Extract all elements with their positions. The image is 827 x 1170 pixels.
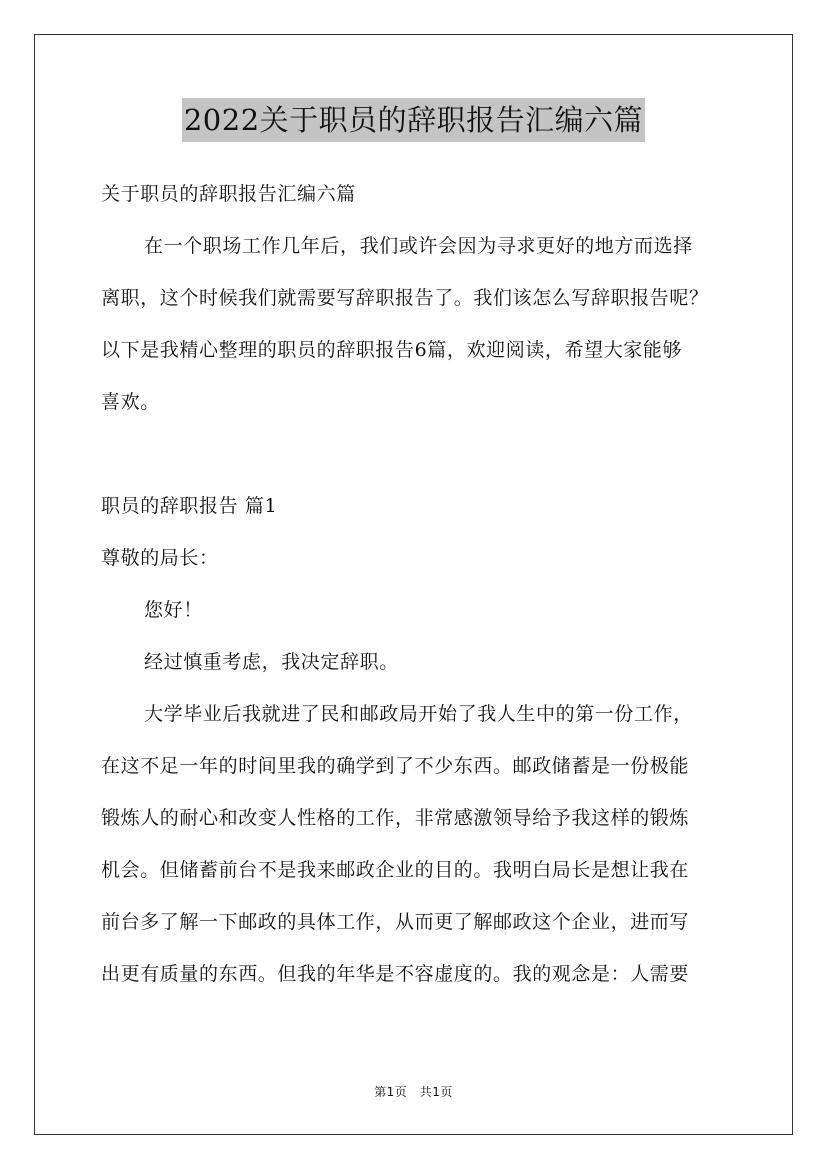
- body-line: 大学毕业后我就进了民和邮政局开始了我人生中的第一份工作，: [144, 703, 693, 725]
- body-line: 出更有质量的东西。但我的年华是不容虚度的。我的观念是：人需要: [101, 963, 690, 985]
- intro-line: 以下是我精心整理的职员的辞职报告6篇，欢迎阅读，希望大家能够: [101, 339, 683, 361]
- intro-line: 离职，这个时候我们就需要写辞职报告了。我们该怎么写辞职报告呢？: [101, 287, 709, 309]
- page-number: 第1页 共1页: [374, 1085, 453, 1099]
- section-heading: 职员的辞职报告 篇1: [101, 495, 278, 517]
- subtitle-line: 关于职员的辞职报告汇编六篇: [101, 183, 356, 205]
- body-line: 在这不足一年的时间里我的确学到了不少东西。邮政储蓄是一份极能: [101, 755, 690, 777]
- document-title-text: 2022关于职员的辞职报告汇编六篇: [182, 98, 645, 142]
- salutation: 尊敬的局长：: [101, 547, 219, 569]
- page-footer: [0, 1083, 827, 1100]
- body-line: 锻炼人的耐心和改变人性格的工作，非常感激领导给予我这样的锻炼: [101, 807, 690, 829]
- document-title: [0, 98, 827, 142]
- intro-line: 喜欢。: [101, 391, 160, 413]
- blank-line: [101, 428, 727, 480]
- body-line: 前台多了解一下邮政的具体工作，从而更了解邮政这个企业，进而写: [101, 911, 690, 933]
- body-line: 机会。但储蓄前台不是我来邮政企业的目的。我明白局长是想让我在: [101, 859, 690, 881]
- body-line: 经过慎重考虑，我决定辞职。: [144, 651, 399, 673]
- document-body: [101, 168, 727, 1000]
- greeting: 您好！: [144, 599, 203, 621]
- intro-line: 在一个职场工作几年后，我们或许会因为寻求更好的地方而选择: [144, 235, 693, 257]
